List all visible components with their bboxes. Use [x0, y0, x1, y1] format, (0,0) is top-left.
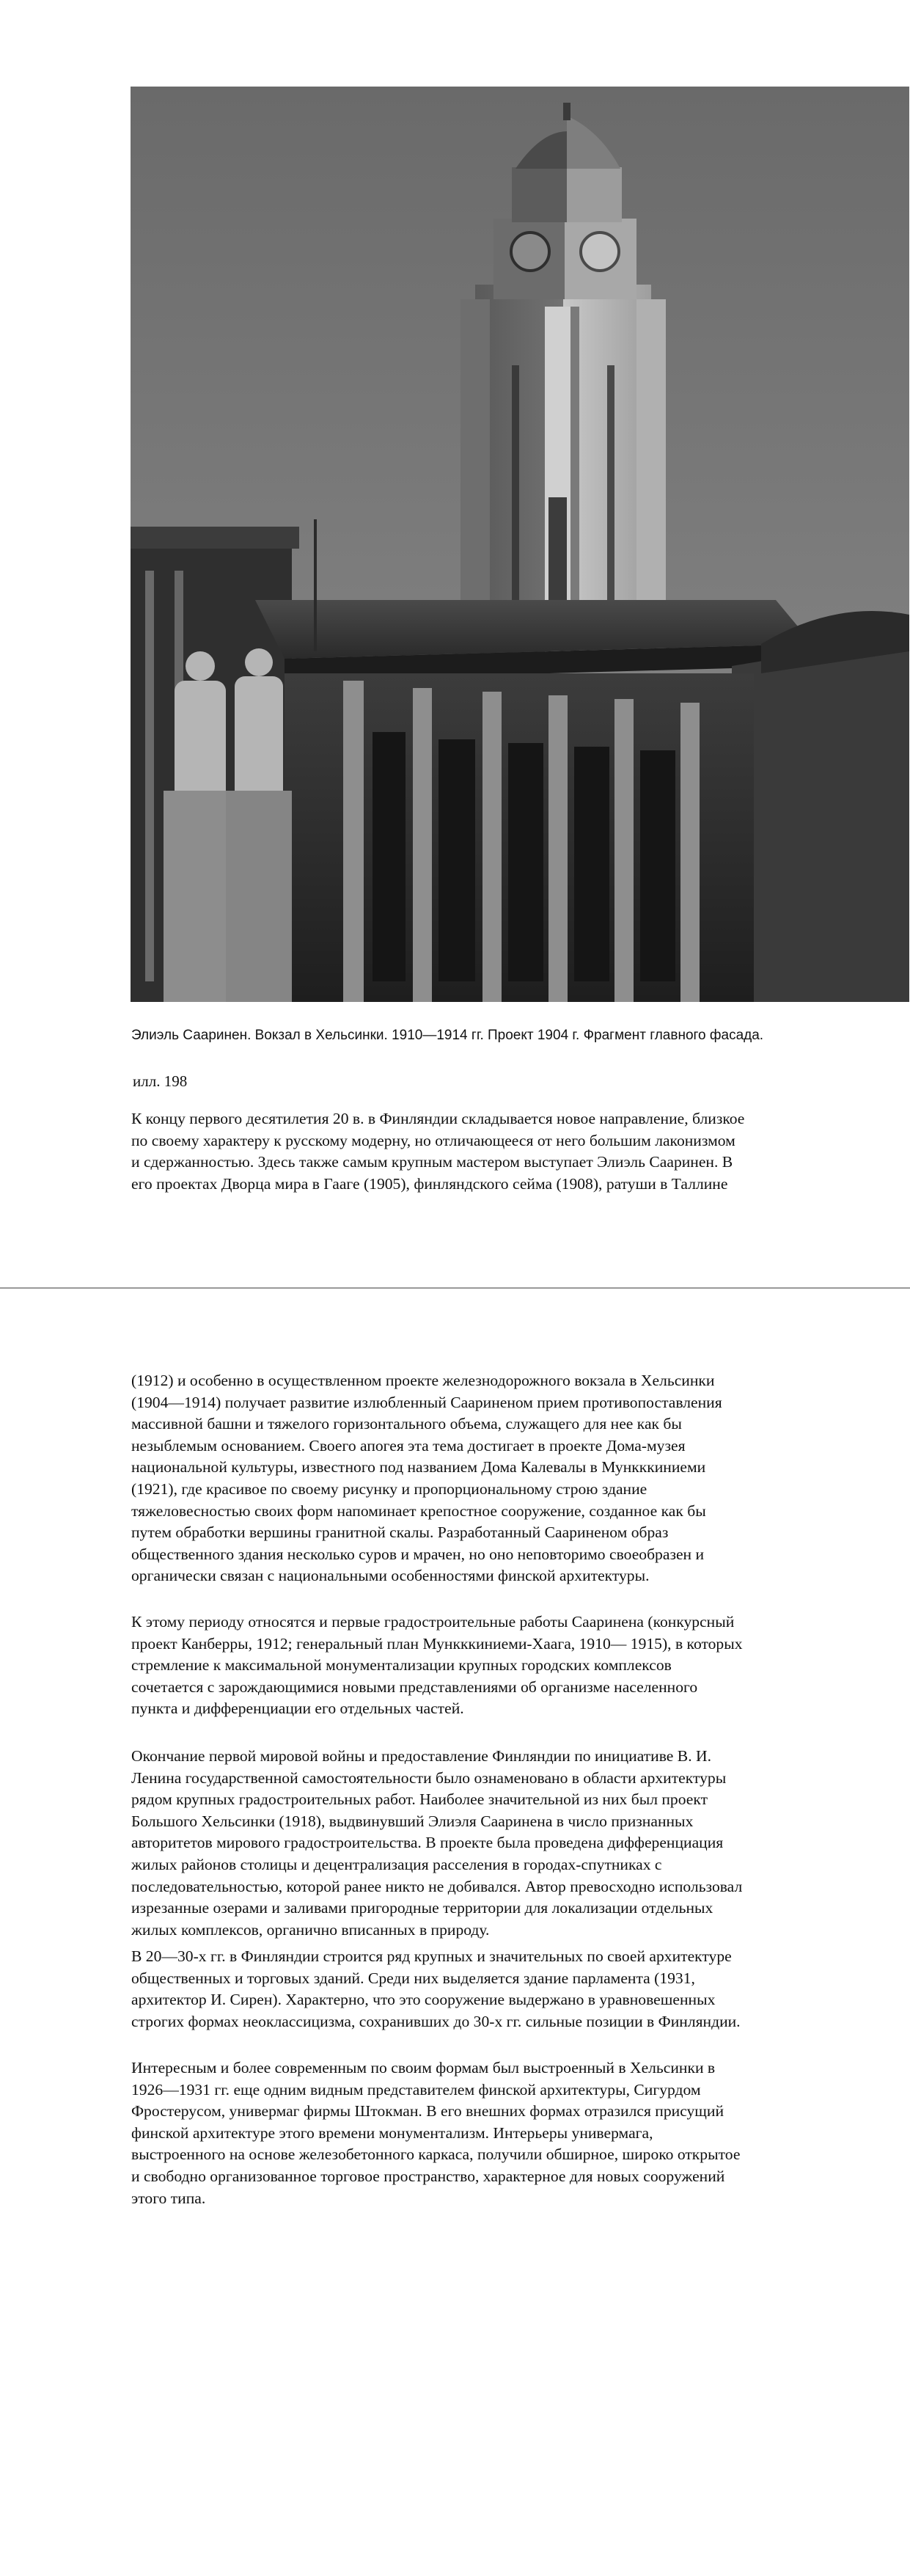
text-line: и свободно организованное торговое пространство, характерное для новых сооружений — [131, 2167, 725, 2185]
text-line: жилых районов столицы и децентрализация расселения в городах-спутниках с — [131, 1855, 662, 1873]
text-line: Ленина государственной самостоятельности было ознаменовано в области архитектуры — [131, 1768, 727, 1787]
text-line: этого типа. — [131, 2189, 206, 2207]
text-line: Окончание первой мировой войны и предоставление Финляндии по инициативе В. И. — [131, 1747, 711, 1765]
text-line: выстроенного на основе железобетонного каркаса, получили обширное, широко открытое — [131, 2145, 741, 2164]
document-page-2 — [0, 1289, 910, 2576]
text-line: тяжеловесностью своих форм напоминает крепостное сооружение, созданное как бы — [131, 1501, 706, 1520]
text-line: Интересным и более современным по своим формам был выстроенный в Хельсинки в — [131, 2059, 716, 2076]
text-line: массивной башни и тяжелого горизонтального объема, служащего для нее как бы — [131, 1415, 682, 1433]
text-line: стремление к максимальной монументализации крупных городских комплексов — [131, 1656, 672, 1675]
text-line: (1912) и особенно в осуществленном проекте железнодорожного вокзала в Хельсинки — [131, 1372, 715, 1389]
text-line: путем обработки вершины гранитной скалы. Разработанный Саариненом образ — [131, 1523, 669, 1542]
text-line: 1926—1931 гг. еще одним видным представителем финской архитектуры, Сигурдом — [131, 2080, 701, 2099]
paragraph — [131, 1946, 854, 2032]
figure-caption: Элиэль Сааринен. Вокзал в Хельсинки. 1910—1914 гг. Проект 1904 г. Фрагмент главного фасада. — [131, 1028, 764, 1043]
text-line: (1904—1914) получает развитие излюбленный Саариненом прием противопоставления — [131, 1393, 722, 1411]
text-line: рядом крупных градостроительных работ. Наиболее значительной из них был проект — [131, 1790, 708, 1809]
paragraph — [131, 1370, 854, 1587]
text-line: К этому периоду относятся и первые градостроительные работы Сааринена (конкурсный — [131, 1613, 735, 1631]
text-line: строгих формах неоклассицизма, сохранивших до 30-х гг. сильные позиции в Финляндии. — [131, 2012, 741, 2030]
text-line: последовательностью, которой ранее никто не добивался. Автор превосходно использовал — [131, 1877, 743, 1895]
text-line: сочетается с зарождающимися новыми представлениями об организме населенного — [131, 1677, 698, 1696]
text-line: К концу первого десятилетия 20 в. в Финляндии складывается новое направление, близкое — [131, 1110, 745, 1127]
text-line: Большого Хельсинки (1918), выдвинувший Элиэля Сааринена в число признанных — [131, 1812, 694, 1830]
text-line: (1921), где красивое по своему рисунку и пропорциональному строю здание — [131, 1479, 647, 1498]
text-line: проект Канберры, 1912; генеральный план Мункккиниеми-Хаага, 1910— 1915), в которых — [131, 1634, 743, 1653]
text-line: общественных и торговых зданий. Среди них выделяется здание парламента (1931, — [131, 1969, 695, 1987]
text-line: его проектах Дворца мира в Гааге (1905), финляндского сейма (1908), ратуши в Таллине — [131, 1174, 728, 1193]
paragraph — [131, 1108, 854, 1195]
text-line: незыблемым основанием. Своего апогея эта тема достигает в проекте Дома-музея — [131, 1436, 686, 1455]
railway-station-photo — [131, 87, 909, 1002]
text-line: жилых комплексов, органично вписанных в природу. — [131, 1920, 490, 1939]
paragraph — [131, 2057, 854, 2209]
text-line: и сдержанностью. Здесь также самым крупным мастером выступает Элиэль Сааринен. В — [131, 1153, 733, 1171]
text-line: Фростерусом, универмаг фирмы Штокман. В его внешних формах отразился присущий — [131, 2102, 724, 2121]
illustration-number: илл. 198 — [133, 1072, 188, 1090]
paragraph — [131, 1746, 854, 1941]
paragraph — [131, 1611, 854, 1720]
text-line: изрезанные озерами и заливами пригородные территории для локализации отдельных — [131, 1899, 713, 1917]
text-line: финской архитектуре этого времени монументализм. Интерьеры универмага, — [131, 2123, 653, 2142]
text-line: общественного здания несколько суров и мрачен, но оно неповторимо своеобразен и — [131, 1545, 705, 1563]
railway-station-photo-icon — [131, 87, 909, 1002]
text-line: В 20—30-х гг. в Финляндии строится ряд крупных и значительных по своей архитектуре — [131, 1947, 732, 1965]
text-line: национальной культуры, известного под названием Дома Калевалы в Мункккиниеми — [131, 1458, 706, 1477]
text-line: авторитетов мирового градостроительства. В проекте была проведена дифференциация — [131, 1834, 724, 1852]
document-page-1 — [0, 0, 910, 1287]
text-line: органически связан с национальными особенностями финской архитектуры. — [131, 1567, 650, 1585]
text-line: по своему характеру к русскому модерну, но отличающееся от него большим лаконизмом — [131, 1131, 735, 1149]
text-line: пункта и дифференциации его отдельных частей. — [131, 1699, 464, 1718]
text-line: архитектор И. Сирен). Характерно, что это сооружение выдержано в уравновешенных — [131, 1991, 716, 2009]
